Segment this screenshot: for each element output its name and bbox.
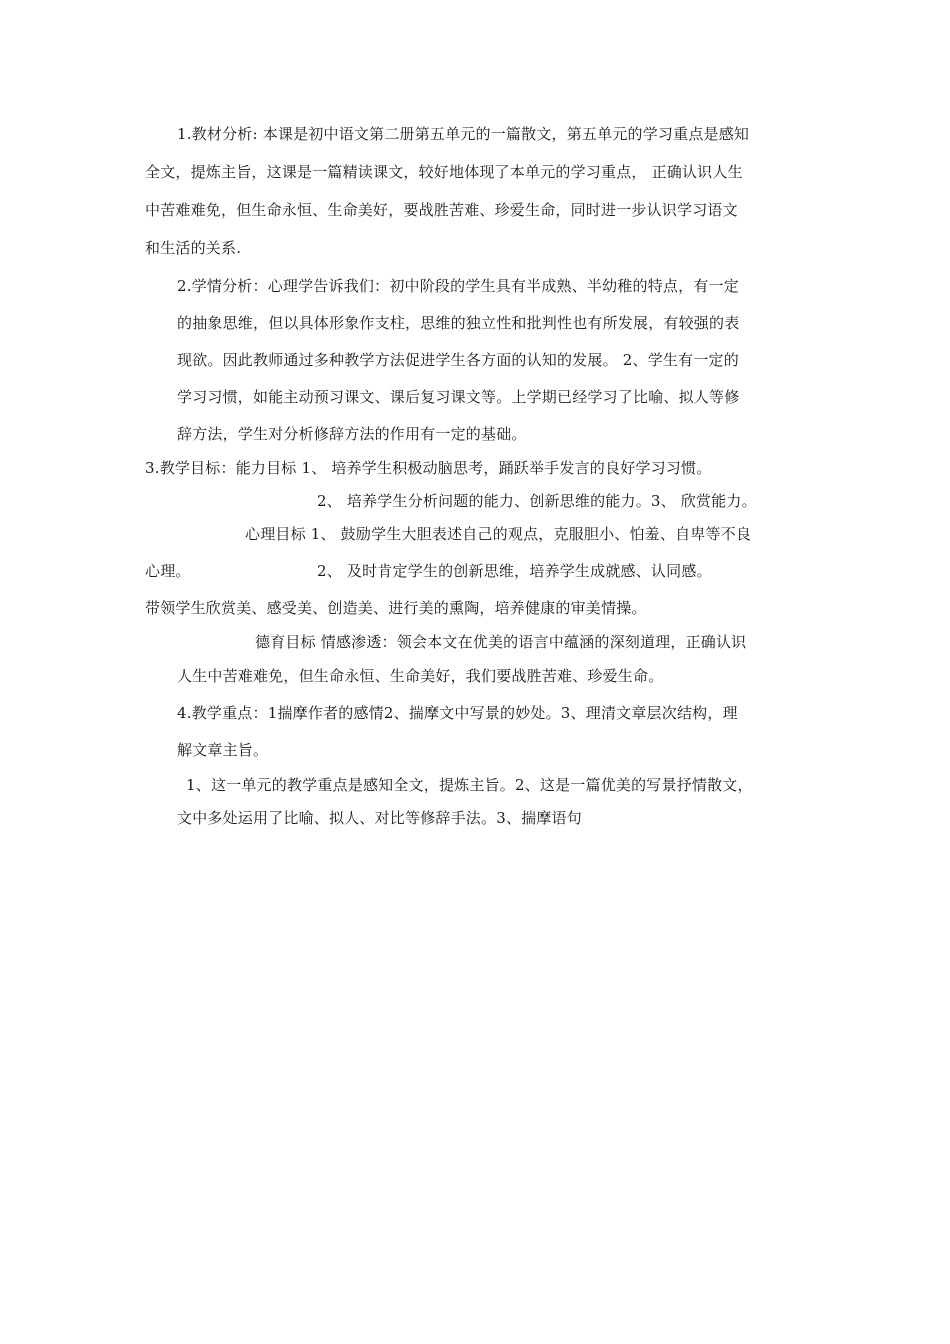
text-line: 和生活的关系. [145,239,242,257]
text-line: 2.学情分析：心理学告诉我们：初中阶段的学生具有半成熟、半幼稚的特点，有一定 [177,277,739,295]
text-line: 3.教学目标：能力目标 1、 培养学生积极动脑思考，踊跃举手发言的良好学习习惯。 [145,459,712,477]
text-line: 2、 及时肯定学生的创新思维，培养学生成就感、认同感。 [317,562,712,580]
text-line: 人生中苦难难免，但生命永恒、生命美好，我们要战胜苦难、珍爱生命。 [177,667,664,685]
text-line: 4.教学重点：1揣摩作者的感情2、揣摩文中写景的妙处。3、理清文章层次结构，理 [177,704,738,722]
text-line: 解文章主旨。 [177,741,269,759]
text-line: 带领学生欣赏美、感受美、创造美、进行美的熏陶，培养健康的审美情操。 [145,599,647,617]
text-line: 2、 培养学生分析问题的能力、创新思维的能力。3、 欣赏能力。 [317,492,757,510]
text-line: 心理目标 1、 鼓励学生大胆表述自己的观点，克服胆小、怕羞、自卑等不良 [245,525,752,543]
text-line: 1、这一单元的教学重点是感知全文，提炼主旨。2、这是一篇优美的写景抒情散文， [186,776,753,794]
text-line: 心理。 [145,562,191,580]
text-line: 的抽象思维，但以具体形象作支柱，思维的独立性和批判性也有所发展，有较强的表 [177,314,740,332]
text-line: 辞方法，学生对分析修辞方法的作用有一定的基础。 [177,425,527,443]
text-line: 文中多处运用了比喻、拟人、对比等修辞手法。3、揣摩语句 [177,809,582,827]
text-line: 1.教材分析: 本课是初中语文第二册第五单元的一篇散文，第五单元的学习重点是感知 [177,125,750,143]
text-line: 德育目标 情感渗透：领会本文在优美的语言中蕴涵的深刻道理，正确认识 [255,633,747,651]
text-line: 全文，提炼主旨，这课是一篇精读课文，较好地体现了本单元的学习重点， 正确认识人生 [145,163,743,181]
text-line: 现欲。因此教师通过多种教学方法促进学生各方面的认知的发展。 2、学生有一定的 [177,351,739,369]
text-line: 学习习惯，如能主动预习课文、课后复习课文等。上学期已经学习了比喻、拟人等修 [177,388,740,406]
text-line: 中苦难难免，但生命永恒、生命美好，要战胜苦难、珍爱生命，同时进一步认识学习语文 [145,201,738,219]
